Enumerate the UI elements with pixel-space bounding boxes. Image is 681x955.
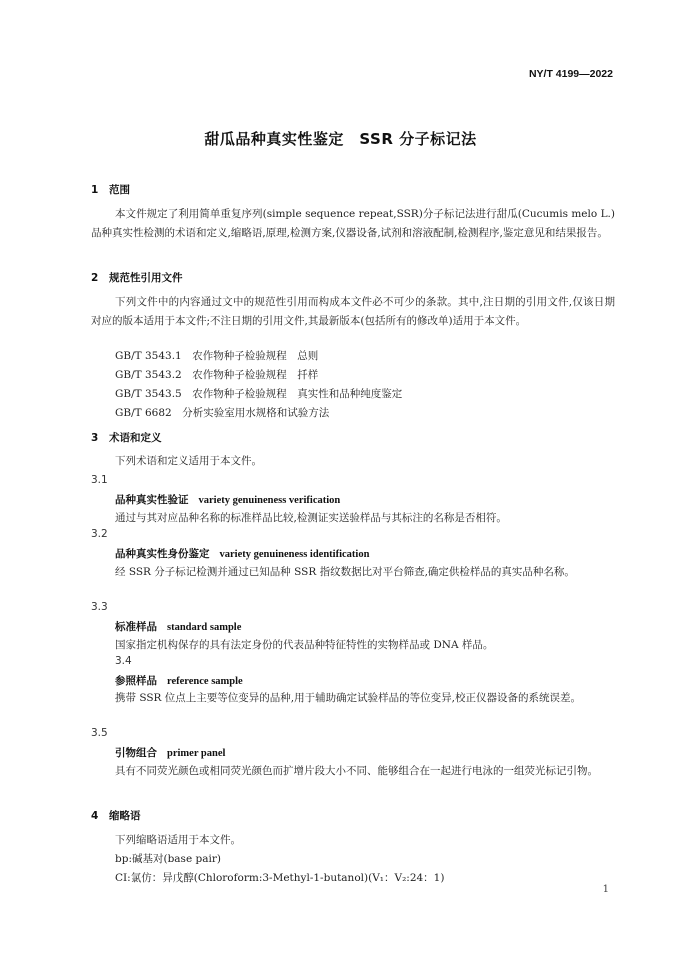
section-4-intro: 下列缩略语适用于本文件。 — [115, 834, 241, 846]
term-en: variety genuineness verification — [198, 495, 341, 506]
section-number: 2 — [91, 272, 99, 284]
term-zh: 标准样品 — [115, 621, 157, 633]
term-definition: 国家指定机构保存的具有法定身份的代表品种特征特性的实物样品或 DNA 样品。 — [115, 639, 494, 651]
term-heading — [115, 673, 243, 688]
normative-reference: GB/T 3543.5 农作物种子检验规程 真实性和品种纯度鉴定 — [115, 388, 403, 400]
term-heading — [115, 492, 340, 507]
term-heading — [115, 745, 225, 760]
document-title: 甜瓜品种真实性鉴定 SSR 分子标记法 — [204, 130, 477, 148]
abbreviation-item: bp:碱基对(base pair) — [115, 853, 221, 865]
term-definition: 通过与其对应品种名称的标准样品比较,检测证实送验样品与其标注的名称是否相符。 — [115, 512, 507, 524]
normative-reference: GB/T 3543.2 农作物种子检验规程 扦样 — [115, 369, 319, 381]
term-en: reference sample — [167, 676, 243, 687]
section-number: 3 — [91, 432, 99, 444]
term-number: 3.3 — [91, 601, 108, 613]
normative-reference: GB/T 6682 分析实验室用水规格和试验方法 — [115, 407, 330, 419]
term-zh: 参照样品 — [115, 675, 157, 687]
section-1-heading — [91, 182, 130, 197]
term-heading — [115, 619, 241, 634]
section-title: 缩略语 — [109, 810, 141, 822]
section-number: 4 — [91, 810, 99, 822]
section-1-text: 本文件规定了利用简单重复序列(simple sequence repeat,SSR)分子标记法进行甜瓜(Cucumis melo L.)品种真实性检测的术语和定义,缩略语,原理,检测方案,仪器设备,试剂和溶液配制,检测程序,鉴定意见和结果报告。 — [91, 208, 615, 239]
term-en: primer panel — [167, 748, 226, 759]
abbreviation-item: CI:氯仿：异戊醇(Chloroform:3-Methyl-1-butanol)(V₁：V₂:24：1) — [115, 872, 445, 884]
term-number: 3.5 — [91, 727, 108, 739]
term-number: 3.1 — [91, 474, 108, 486]
section-title: 规范性引用文件 — [109, 272, 183, 284]
term-heading — [115, 546, 369, 561]
term-number: 3.4 — [115, 655, 132, 667]
term-en: standard sample — [167, 622, 242, 633]
term-zh: 品种真实性身份鉴定 — [115, 548, 210, 560]
term-en: variety genuineness identification — [219, 549, 370, 560]
term-definition: 具有不同荧光颜色或相同荧光颜色而扩增片段大小不同、能够组合在一起进行电泳的一组荧光标记引物。 — [115, 765, 598, 777]
section-4-heading — [91, 808, 141, 823]
section-2-text: 下列文件中的内容通过文中的规范性引用而构成本文件必不可少的条款。其中,注日期的引用文件,仅该日期对应的版本适用于本文件;不注日期的引用文件,其最新版本(包括所有的修改单)适用于本文件。 — [91, 296, 615, 327]
term-definition: 经 SSR 分子标记检测并通过已知品种 SSR 指纹数据比对平台筛查,确定供检样品的真实品种名称。 — [115, 566, 575, 578]
section-2-heading — [91, 270, 183, 285]
section-title: 范围 — [109, 184, 130, 196]
page-number: 1 — [602, 884, 609, 895]
section-title: 术语和定义 — [109, 432, 162, 444]
section-number: 1 — [91, 184, 99, 196]
term-number: 3.2 — [91, 528, 108, 540]
normative-reference: GB/T 3543.1 农作物种子检验规程 总则 — [115, 350, 319, 362]
term-zh: 引物组合 — [115, 747, 157, 759]
standard-code: NY/T 4199—2022 — [528, 68, 613, 80]
term-definition: 携带 SSR 位点上主要等位变异的品种,用于辅助确定试验样品的等位变异,校正仪器设备的系统误差。 — [115, 692, 581, 704]
term-zh: 品种真实性验证 — [115, 494, 189, 506]
section-3-heading — [91, 430, 162, 445]
section-3-intro: 下列术语和定义适用于本文件。 — [115, 455, 262, 467]
